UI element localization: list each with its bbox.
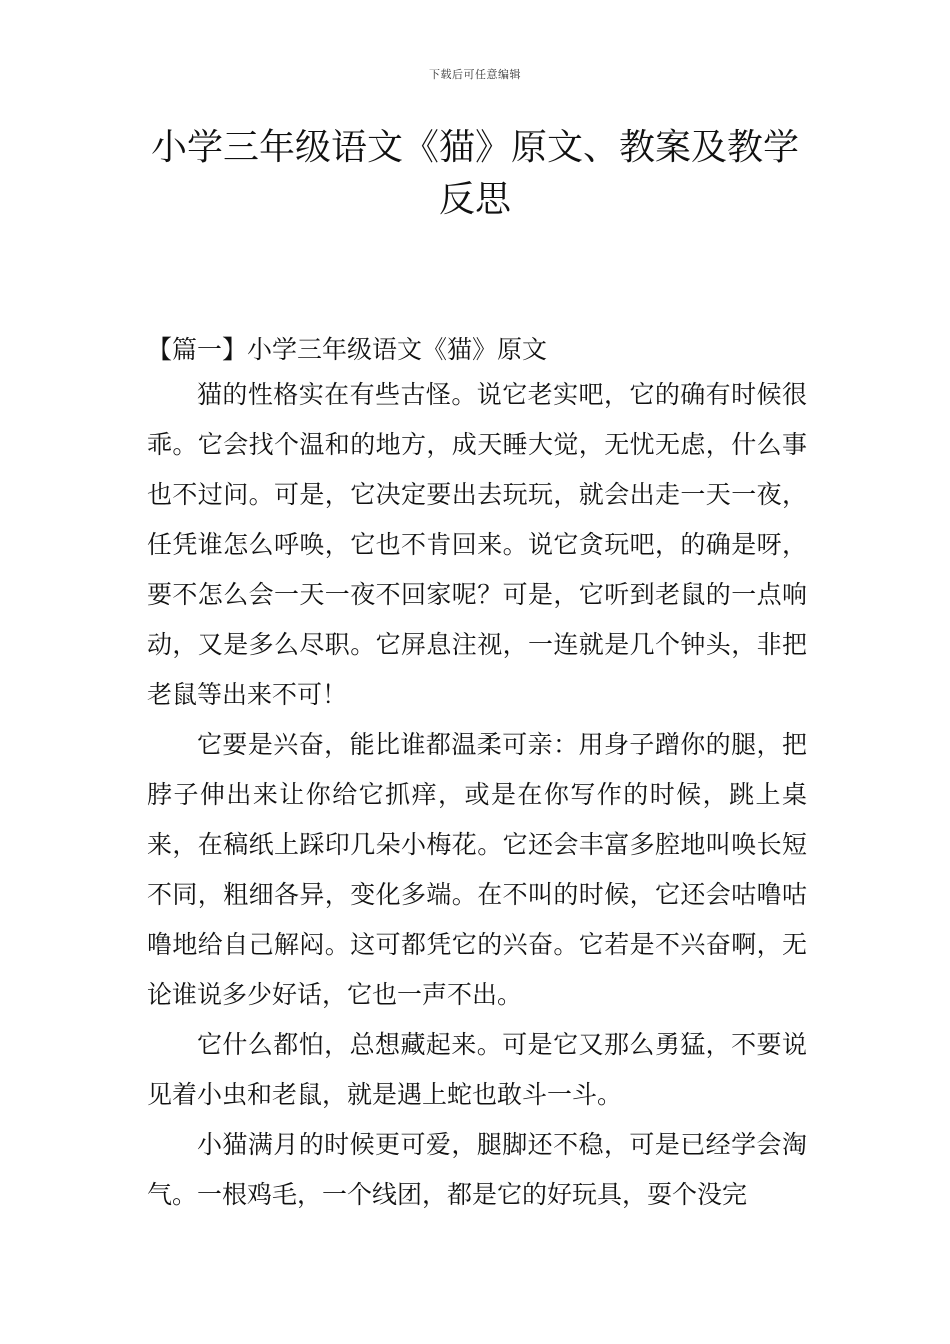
page-header-note: 下载后可任意编辑	[429, 68, 521, 81]
paragraph: 猫的性格实在有些古怪。说它老实吧，它的确有时候很乖。它会找个温和的地方，成天睡大觉，无忧无虑，什么事也不过问。可是，它决定要出去玩玩，就会出走一天一夜，任凭谁怎么呼唤，它也不肯回来。说它贪玩吧，的确是呀，要不怎么会一天一夜不回家呢？可是，它听到老鼠的一点响动，又是多么尽职。它屏息注视，一连就是几个钟头，非把老鼠等出来不可！	[147, 380, 807, 709]
document-title: 小学三年级语文《猫》原文、教案及教学反思	[150, 127, 799, 220]
paragraph: 它要是兴奋，能比谁都温柔可亲：用身子蹭你的腿，把脖子伸出来让你给它抓痒，或是在你写作的时候，跳上桌来，在稿纸上踩印几朵小梅花。它还会丰富多腔地叫唤长短不同，粗细各异，变化多端。在不叫的时候，它还会咕噜咕噜地给自己解闷。这可都凭它的兴奋。它若是不兴奋啊，无论谁说多少好话，它也一声不出。	[147, 730, 807, 1009]
section-heading: 【篇一】小学三年级语文《猫》原文	[147, 335, 548, 364]
paragraph: 小猫满月的时候更可爱，腿脚还不稳，可是已经学会淘气。一根鸡毛，一个线团，都是它的好玩具，耍个没完	[147, 1130, 807, 1209]
paragraph: 它什么都怕，总想藏起来。可是它又那么勇猛，不要说见着小虫和老鼠，就是遇上蛇也敢斗一斗。	[147, 1030, 807, 1109]
document-body	[147, 330, 807, 1220]
